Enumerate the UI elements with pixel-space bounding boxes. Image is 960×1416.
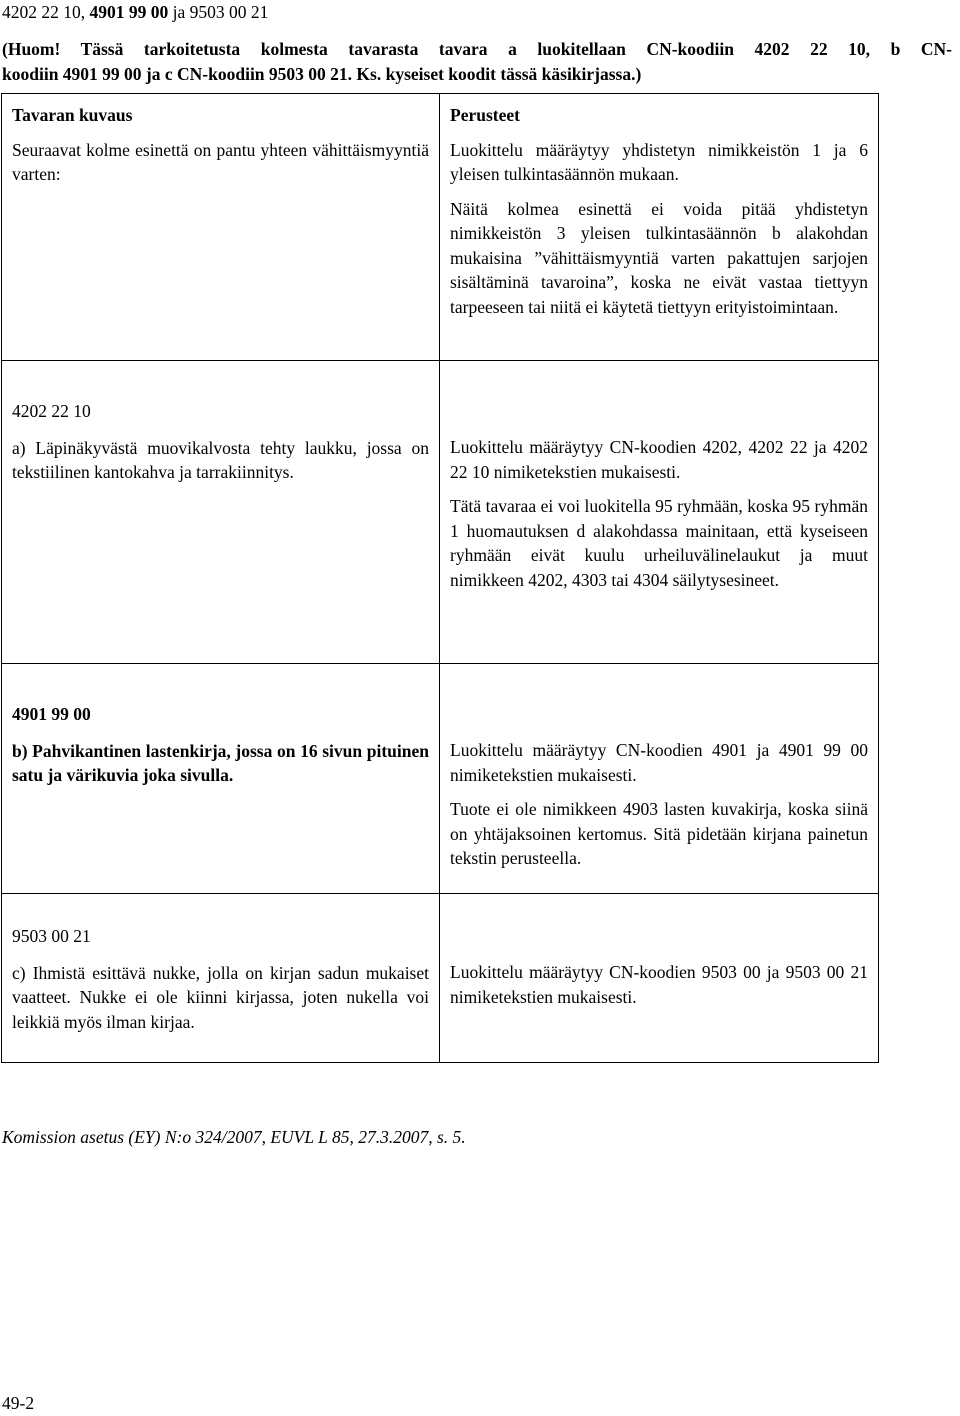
grounds-paragraph-2: Näitä kolmea esinettä ei voida pitää yhdistetyn nimikkeistön 3 yleisen tulkintasäännön b alakohdan mukaisina ”vähittäismyyntiä varten pakattujen sarjojen sisältäminä tavaroina”, koska ne eivät vastaa tiettyyn tarpeeseen tai niitä ei käytetä tiettyyn erityistoimintaan. (450, 198, 868, 317)
header-code-c: ja 9503 00 21 (168, 2, 269, 22)
page-number: 49-2 (2, 1393, 35, 1413)
cell-description (2, 94, 440, 361)
cell-item-c (2, 894, 440, 1063)
cell-item-b (2, 664, 440, 894)
item-a-grounds-2: Tätä tavaraa ei voi luokitella 95 ryhmään, koska 95 ryhmän 1 huomautuksen d alakohdassa mainitaan, että kyseiseen ryhmään eivät kuulu urheiluvälinelaukut ja muut nimikkeen 4202, 4303 tai 4304 säilytysesineet. (450, 496, 868, 590)
description-intro: Seuraavat kolme esinettä on pantu yhteen vähittäismyyntiä varten: (12, 139, 429, 184)
table-row-item-b (2, 664, 879, 894)
intro-note-line-2: koodiin 4901 99 00 ja c CN-koodiin 9503 00 21. Ks. kyseiset koodit tässä käsikirjassa.) (2, 63, 642, 84)
grounds-paragraph-1: Luokittelu määräytyy yhdistetyn nimikkeistön 1 ja 6 yleisen tulkintasäännön mukaan. (450, 139, 868, 184)
item-a-grounds-1: Luokittelu määräytyy CN-koodien 4202, 4202 22 ja 4202 22 10 nimiketekstien mukaisesti. (450, 437, 868, 482)
intro-note-line-1: (Huom! Tässä tarkoitetusta kolmesta tavarasta tavara a luokitellaan CN-koodiin 4202 22 10, b CN- (2, 39, 952, 59)
classification-table (1, 93, 879, 1063)
item-b-code: 4901 99 00 (12, 704, 91, 724)
table-row-item-c (2, 894, 879, 1063)
table-row-item-a (2, 361, 879, 664)
item-c-description: c) Ihmistä esittävä nukke, jolla on kirjan sadun mukaiset vaatteet. Nukke ei ole kiinni kirjassa, joten nukella voi leikkiä myös ilman kirjaa. (12, 962, 429, 1032)
item-b-grounds-1: Luokittelu määräytyy CN-koodien 4901 ja 4901 99 00 nimiketekstien mukaisesti. (450, 740, 868, 785)
item-c-code: 9503 00 21 (12, 926, 91, 946)
header-code-b: 4901 99 00 (89, 2, 169, 22)
cell-grounds (440, 94, 879, 361)
cell-item-a-grounds (440, 361, 879, 664)
cell-item-b-grounds (440, 664, 879, 894)
header-codes (2, 0, 268, 25)
item-b-description: b) Pahvikantinen lastenkirja, jossa on 16 sivun pituinen satu ja värikuvia joka sivulla. (12, 740, 429, 785)
item-a-description: a) Läpinäkyvästä muovikalvosta tehty laukku, jossa on tekstiilinen kantokahva ja tarrakiinnitys. (12, 437, 429, 482)
cell-item-c-grounds (440, 894, 879, 1063)
item-a-code: 4202 22 10 (12, 401, 91, 421)
item-c-grounds-1: Luokittelu määräytyy CN-koodien 9503 00 ja 9503 00 21 nimiketekstien mukaisesti. (450, 962, 868, 1007)
column-heading-description: Tavaran kuvaus (12, 105, 133, 125)
cell-item-a (2, 361, 440, 664)
regulation-citation: Komission asetus (EY) N:o 324/2007, EUVL L 85, 27.3.2007, s. 5. (2, 1127, 466, 1147)
item-b-grounds-2: Tuote ei ole nimikkeen 4903 lasten kuvakirja, koska siinä on yhtäjaksoinen kertomus. Sitä pidetään kirjana painetun tekstin perusteella. (450, 799, 868, 868)
header-code-a: 4202 22 10, (2, 2, 90, 22)
column-heading-grounds: Perusteet (450, 105, 520, 125)
table-row-description (2, 94, 879, 361)
intro-note (2, 37, 952, 86)
